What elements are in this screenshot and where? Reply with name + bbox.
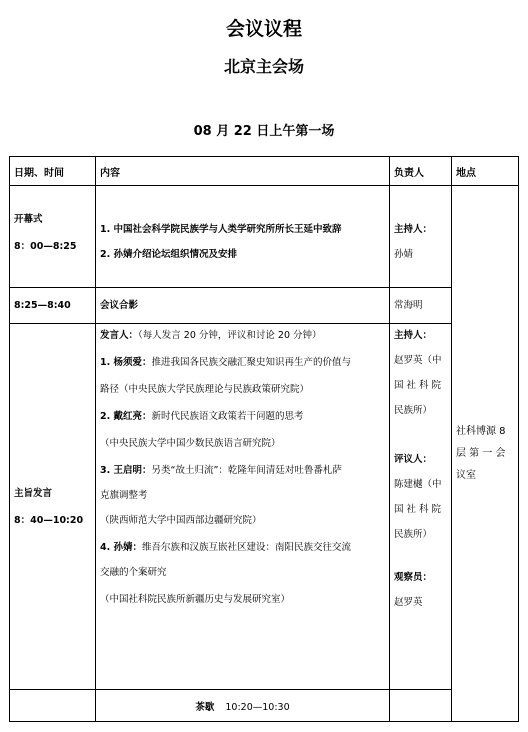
photo-time: 8:25—8:40 xyxy=(14,300,71,311)
speaker-4 xyxy=(100,538,385,557)
keynote-host-line-1: 赵罗英（中 xyxy=(394,355,442,366)
header-row xyxy=(10,157,519,186)
speaker-2-topic-a: 新时代民族语文政策若干问题的思考 xyxy=(151,411,304,422)
keynote-time: 8：40—10:20 xyxy=(14,514,84,526)
speaker-2 xyxy=(100,407,385,426)
keynote-host-line-3: 民族所） xyxy=(394,405,433,416)
speaker-1 xyxy=(100,353,385,372)
table-row-tea xyxy=(10,690,519,722)
photo-person: 常海明 xyxy=(394,300,423,311)
speaker-4-name: 4. 孙婧： xyxy=(100,542,143,553)
venue-title: 北京主会场 xyxy=(223,57,304,76)
location-line-2: 层 第 一 会 xyxy=(456,447,506,459)
page-title: 会议议程 xyxy=(225,18,302,40)
agenda-table xyxy=(9,156,519,722)
photo-content-cell xyxy=(96,288,390,324)
keynote-reviewer-line-1: 陈建樾（中 xyxy=(394,479,442,490)
opening-person-cell xyxy=(390,186,452,288)
opening-time-cell xyxy=(10,186,96,288)
session-title: 08 月 22 日上午第一场 xyxy=(193,124,335,139)
intro-rule: （每人发言 20 分钟，评议和讨论 20 分钟） xyxy=(138,330,322,341)
keynote-reviewer-label: 评议人： xyxy=(394,454,433,465)
speaker-3-name: 3. 王启明： xyxy=(100,465,152,476)
header-location: 地点 xyxy=(452,157,519,186)
speaker-4-topic-b: 交融的个案研究 xyxy=(100,567,167,578)
speaker-4-topic-c: （中国社科院民族所新疆历史与发展研究室） xyxy=(100,594,291,605)
speaker-2-topic-b: （中央民族大学中国少数民族语言研究院） xyxy=(100,438,281,449)
speaker-1-topic-a: 推进我国各民族交融汇聚史知识再生产的价值与 xyxy=(151,357,352,368)
opening-host-name: 孙婧 xyxy=(394,249,414,260)
speaker-2-name: 2. 戴红亮： xyxy=(100,411,152,422)
header-person: 负责人 xyxy=(390,157,452,186)
keynote-intro xyxy=(100,326,385,345)
table-row-photo xyxy=(10,288,519,324)
speaker-3-topic-b: 克旗调整考 xyxy=(100,490,148,501)
table-row-keynote xyxy=(10,324,519,690)
header-date-time: 日期、时间 xyxy=(10,157,96,186)
location-line-1: 社科博源 8 xyxy=(456,425,506,437)
keynote-person-cell xyxy=(390,324,452,690)
tea-time: 10:20—10:30 xyxy=(225,701,290,713)
table-row-opening xyxy=(10,186,519,288)
intro-label: 发言人： xyxy=(100,330,139,341)
opening-name: 开幕式 xyxy=(14,214,43,225)
location-line-3: 议室 xyxy=(456,469,476,481)
opening-content-cell xyxy=(96,186,390,288)
photo-time-cell xyxy=(10,288,96,324)
photo-person-cell xyxy=(390,288,452,324)
keynote-observer-name: 赵罗英 xyxy=(394,597,423,608)
keynote-host-label: 主持人： xyxy=(394,330,433,341)
speaker-1-topic-b: 路径（中央民族大学民族理论与民族政策研究院） xyxy=(100,384,310,395)
speaker-3-topic-a: 另类“故土归流”：乾隆年间清廷对吐鲁番札萨 xyxy=(151,465,342,476)
keynote-name: 主旨发言 xyxy=(14,487,53,499)
keynote-host-line-2: 国 社 科 院 xyxy=(394,380,442,391)
speaker-3-topic-c: （陕西师范大学中国西部边疆研究院） xyxy=(100,515,262,526)
opening-host-label: 主持人： xyxy=(394,224,433,235)
header-content: 内容 xyxy=(96,157,390,186)
location-cell xyxy=(452,186,519,722)
tea-label: 茶歇 xyxy=(195,701,215,713)
tea-time-cell xyxy=(10,690,96,722)
keynote-reviewer-line-3: 民族所） xyxy=(394,529,433,540)
photo-content: 会议合影 xyxy=(100,300,139,311)
opening-item-2: 2. 孙婧介绍论坛组织情况及安排 xyxy=(100,249,238,260)
keynote-reviewer-line-2: 国 社 科 院 xyxy=(394,504,442,515)
opening-item-1: 1. 中国社会科学院民族学与人类学研究所所长王延中致辞 xyxy=(100,224,342,235)
tea-content-cell xyxy=(96,690,390,722)
keynote-content-cell xyxy=(96,324,390,690)
speaker-4-topic-a: 维吾尔族和汉族互嵌社区建设：南阳民族交往交流 xyxy=(142,542,352,553)
speaker-1-name: 1. 杨须爱： xyxy=(100,357,152,368)
tea-person-cell xyxy=(390,690,452,722)
keynote-observer-label: 观察员： xyxy=(394,572,433,583)
speaker-3 xyxy=(100,461,385,480)
opening-time: 8：00—8:25 xyxy=(14,241,77,252)
keynote-time-cell xyxy=(10,324,96,690)
